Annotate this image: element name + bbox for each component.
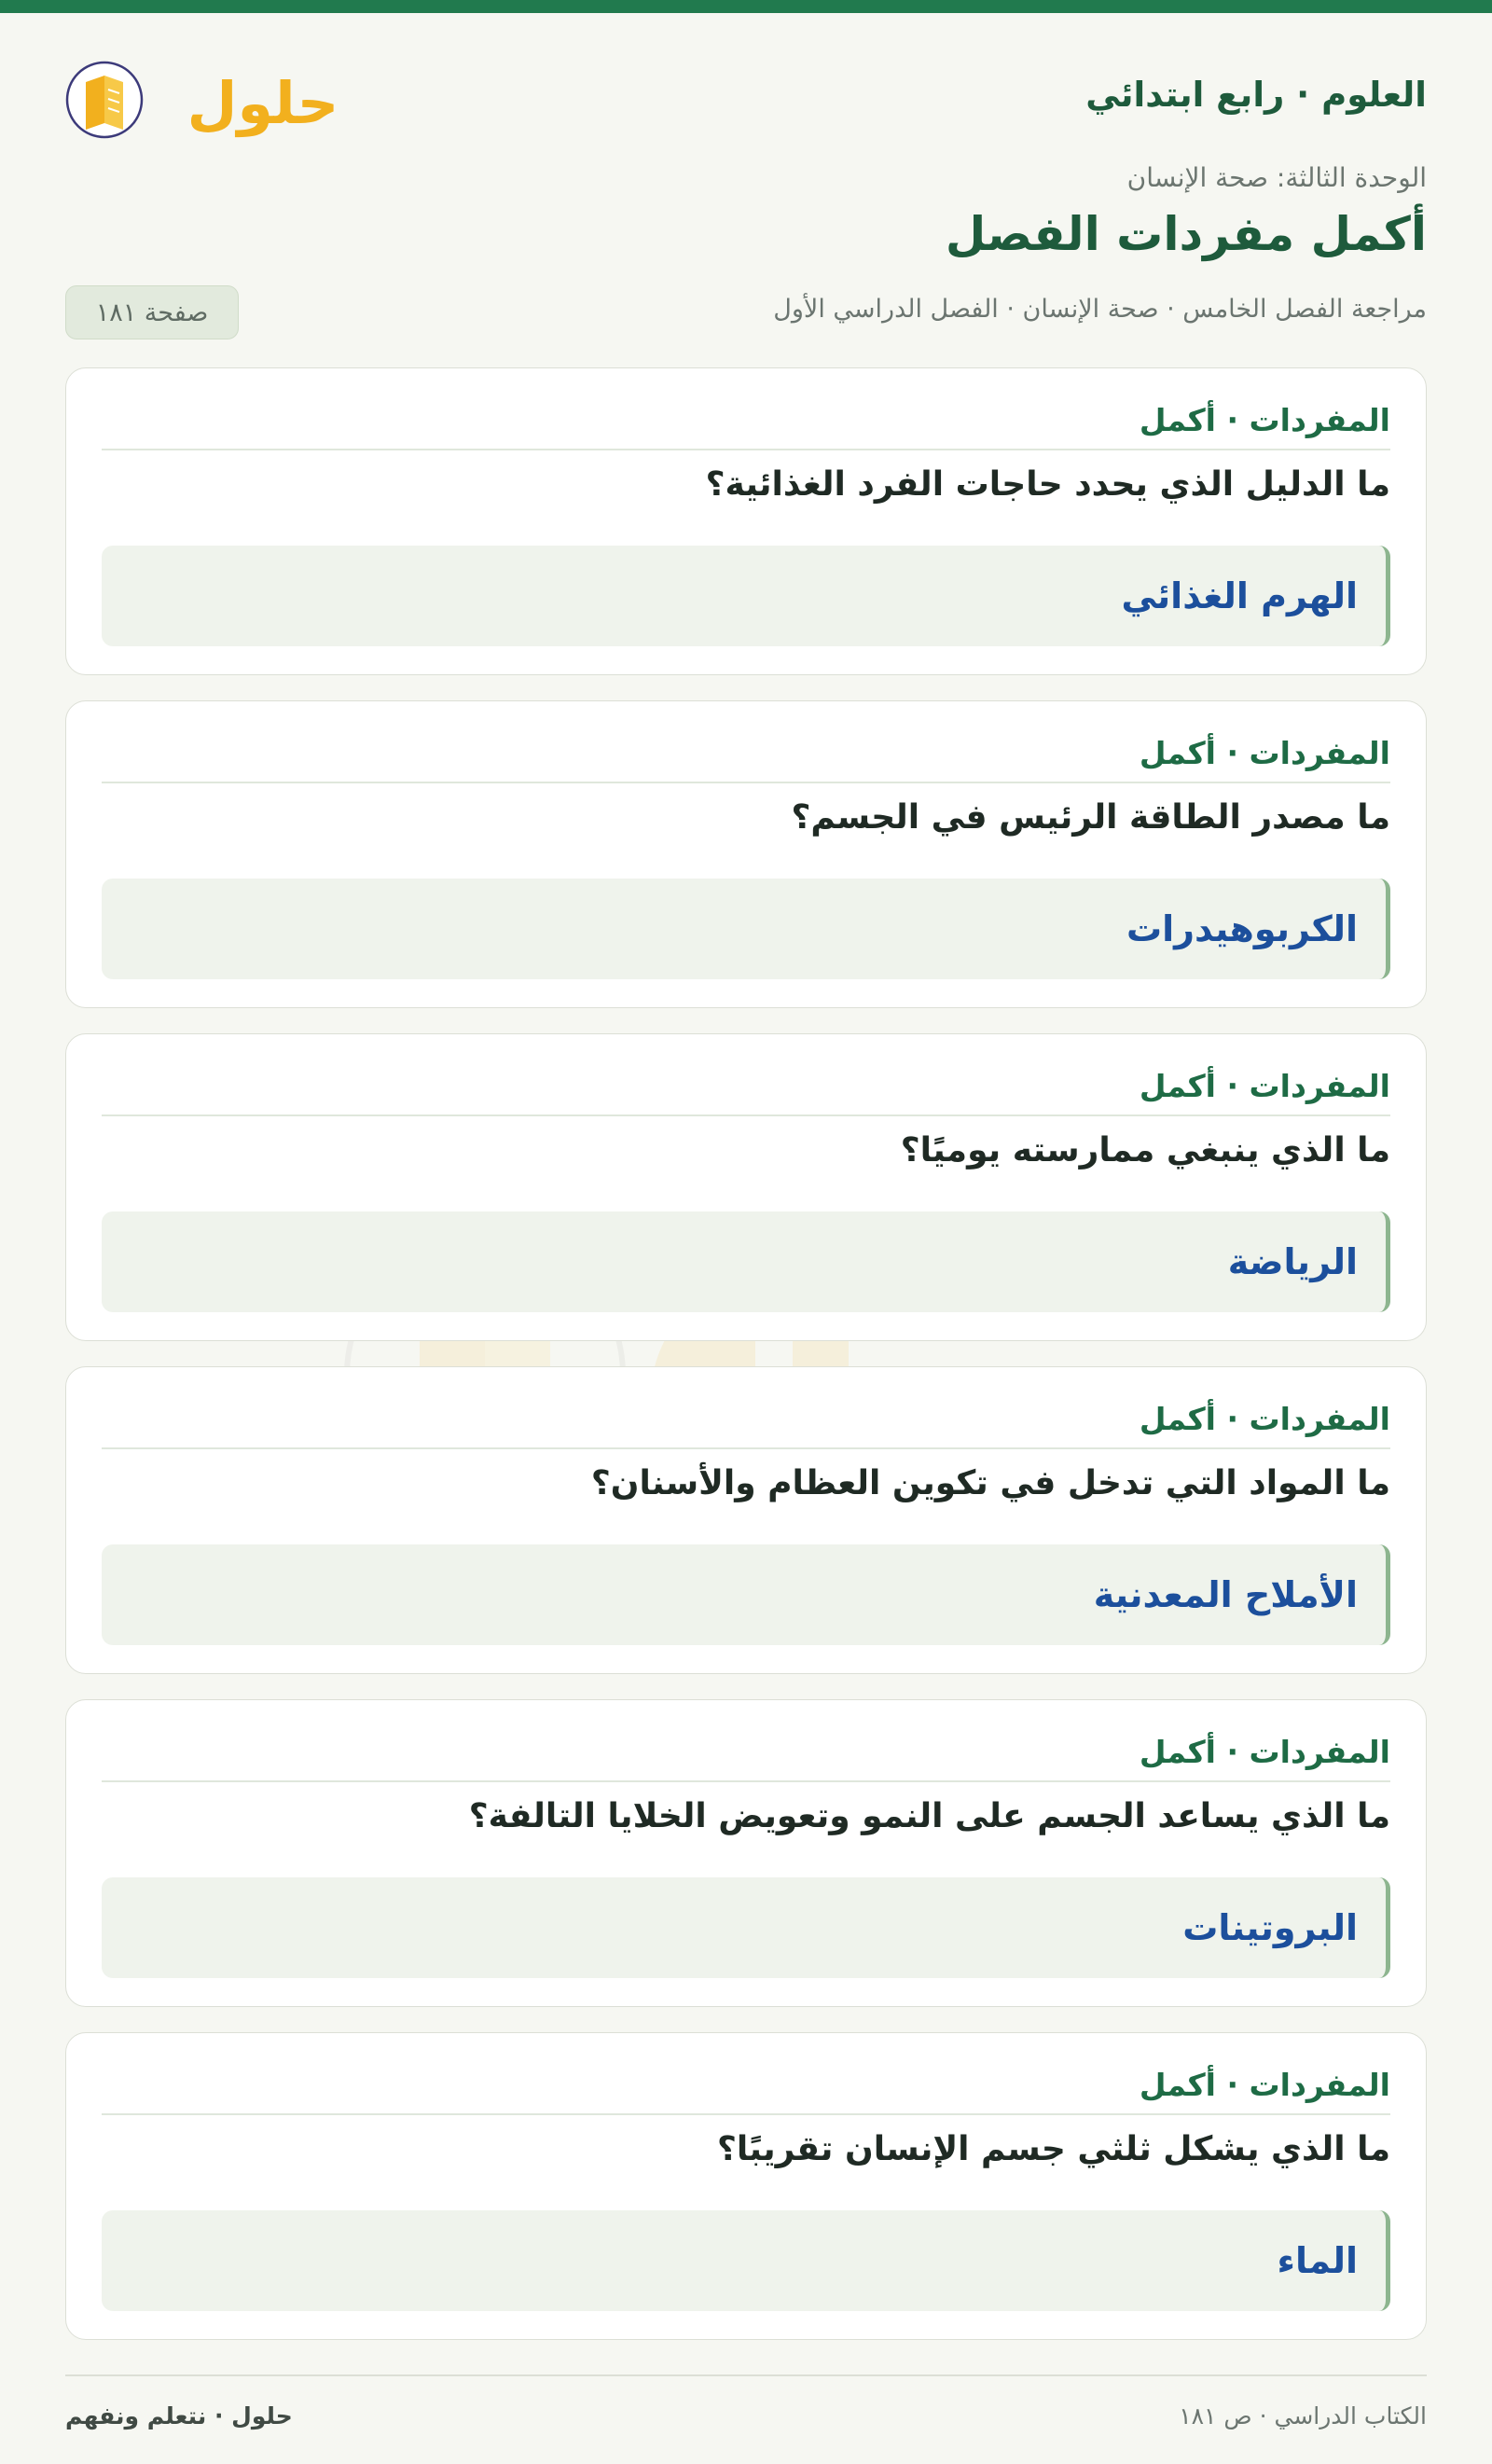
card-label: المفردات · أكمل [102,2056,1390,2115]
lesson-meta: مراجعة الفصل الخامس · صحة الإنسان · الفصل الدراسي الأول [773,295,1427,324]
question-card [65,2032,1427,2340]
book-icon [67,62,142,137]
footer [65,2374,1427,2429]
answer-box[interactable]: الكربوهيدرات [102,879,1390,979]
page [65,13,1427,2464]
subject-title: العلوم · رابع ابتدائي [1085,75,1427,115]
card-label: المفردات · أكمل [102,724,1390,783]
logo-text: حلول [186,69,339,137]
footer-brand: حلول · نتعلم ونفهم [65,2402,293,2429]
answer-box[interactable]: الهرم الغذائي [102,546,1390,646]
question-card [65,367,1427,675]
card-label: المفردات · أكمل [102,1723,1390,1782]
answer-box[interactable]: البروتينات [102,1877,1390,1978]
answer-box[interactable]: الرياضة [102,1211,1390,1312]
question-text: ما مصدر الطاقة الرئيس في الجسم؟ [791,798,1390,837]
question-card [65,1366,1427,1674]
card-label: المفردات · أكمل [102,1057,1390,1116]
question-card [65,1699,1427,2007]
logo[interactable] [65,45,339,149]
question-card [65,700,1427,1008]
question-text: ما الذي يشكل ثلثي جسم الإنسان تقريبًا؟ [717,2130,1390,2168]
footer-page-ref: الكتاب الدراسي · ص ١٨١ [1179,2402,1427,2429]
answer-box[interactable]: الماء [102,2210,1390,2311]
page-badge: صفحة ١٨١ [65,285,239,339]
question-text: ما المواد التي تدخل في تكوين العظام والأسنان؟ [590,1464,1390,1502]
cards-list [65,367,1427,2365]
card-label: المفردات · أكمل [102,1390,1390,1449]
page-title: أكمل مفردات الفصل [945,207,1427,261]
question-text: ما الدليل الذي يحدد حاجات الفرد الغذائية؟ [705,465,1390,504]
card-label: المفردات · أكمل [102,391,1390,450]
unit-label: الوحدة الثالثة: صحة الإنسان [1126,162,1427,193]
answer-box[interactable]: الأملاح المعدنية [102,1544,1390,1645]
question-card [65,1033,1427,1341]
question-text: ما الذي ينبغي ممارسته يوميًا؟ [900,1131,1390,1170]
top-accent-bar [0,0,1492,13]
header [65,13,1427,162]
question-text: ما الذي يساعد الجسم على النمو وتعويض الخلايا التالفة؟ [468,1797,1390,1835]
